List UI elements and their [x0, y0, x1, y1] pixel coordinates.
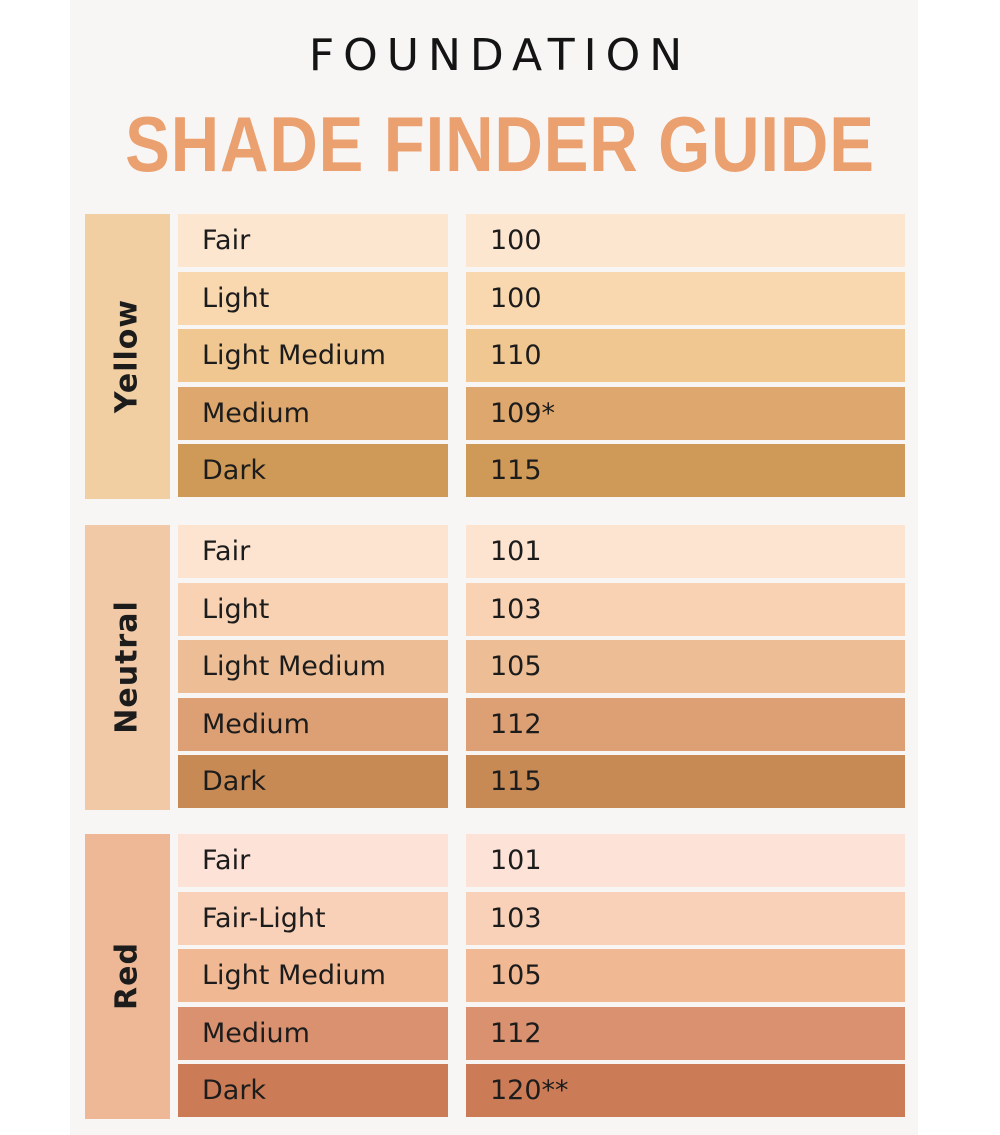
shade-number-cell: 112: [466, 1007, 905, 1060]
table-row: [178, 387, 905, 440]
shade-number-cell: 105: [466, 640, 905, 693]
skin-depth-cell: Light: [178, 583, 448, 636]
shade-number-cell: 112: [466, 698, 905, 751]
undertone-label: Yellow: [109, 298, 145, 414]
undertone-label: Neutral: [109, 600, 145, 734]
shade-number-cell: 115: [466, 444, 905, 497]
undertone-label: Red: [109, 942, 145, 1010]
undertone-label-cell: [85, 834, 170, 1119]
skin-depth-cell: Medium: [178, 1007, 448, 1060]
skin-depth-cell: Light: [178, 272, 448, 325]
table-row: [178, 444, 905, 497]
skin-depth-cell: Fair: [178, 214, 448, 267]
shade-number-cell: 120**: [466, 1064, 905, 1117]
skin-depth-cell: Light Medium: [178, 640, 448, 693]
skin-depth-cell: Medium: [178, 387, 448, 440]
skin-depth-cell: Dark: [178, 755, 448, 808]
shade-number-cell: 109*: [466, 387, 905, 440]
table-row: [178, 329, 905, 382]
table-row: [178, 755, 905, 808]
undertone-group-yellow: [85, 214, 905, 499]
undertone-label-cell: [85, 214, 170, 499]
table-row: [178, 525, 905, 578]
table-row: [178, 214, 905, 267]
table-row: [178, 583, 905, 636]
table-row: [178, 698, 905, 751]
shade-number-cell: 101: [466, 525, 905, 578]
table-row: [178, 1064, 905, 1117]
skin-depth-cell: Fair: [178, 525, 448, 578]
shade-number-cell: 103: [466, 892, 905, 945]
shade-number-cell: 105: [466, 949, 905, 1002]
shade-number-cell: 103: [466, 583, 905, 636]
shade-number-cell: 100: [466, 272, 905, 325]
skin-depth-cell: Fair-Light: [178, 892, 448, 945]
skin-depth-cell: Light Medium: [178, 949, 448, 1002]
shade-number-cell: 100: [466, 214, 905, 267]
skin-depth-cell: Medium: [178, 698, 448, 751]
skin-depth-cell: Dark: [178, 444, 448, 497]
table-row: [178, 272, 905, 325]
shade-number-cell: 101: [466, 834, 905, 887]
undertone-group-red: [85, 834, 905, 1119]
title-foundation: FOUNDATION: [308, 30, 692, 81]
table-row: [178, 1007, 905, 1060]
undertone-label-cell: [85, 525, 170, 810]
table-row: [178, 949, 905, 1002]
table-row: [178, 892, 905, 945]
title-shade-finder-guide: SHADE FINDER GUIDE: [125, 100, 875, 188]
skin-depth-cell: Fair: [178, 834, 448, 887]
table-row: [178, 640, 905, 693]
skin-depth-cell: Dark: [178, 1064, 448, 1117]
skin-depth-cell: Light Medium: [178, 329, 448, 382]
shade-number-cell: 115: [466, 755, 905, 808]
table-row: [178, 834, 905, 887]
undertone-group-neutral: [85, 525, 905, 810]
shade-number-cell: 110: [466, 329, 905, 382]
